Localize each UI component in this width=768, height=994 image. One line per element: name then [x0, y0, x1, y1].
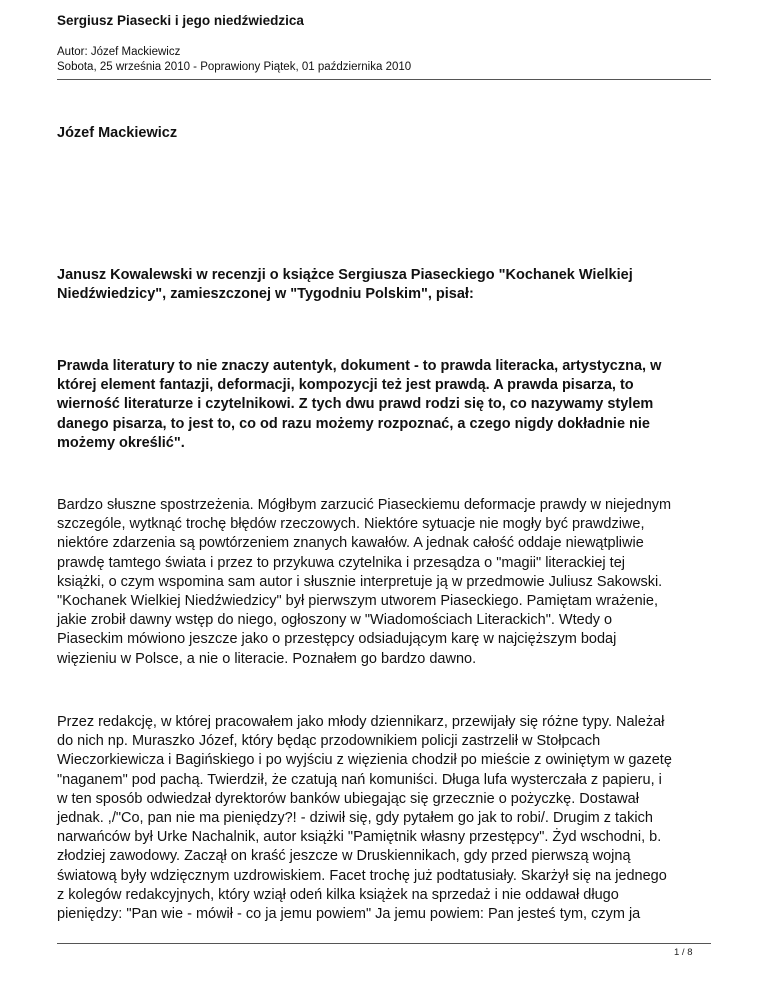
text-line: do nich np. Muraszko Józef, który będąc przodownikiem policji zastrzelił w Stołpcach: [57, 733, 601, 750]
text-line: której element fantazji, deformacji, kompozycji też jest prawdą. A prawda pisarza, to: [57, 377, 634, 394]
text-line: więzieniu w Polsce, a nie o literacie. Poznałem go bardzo dawno.: [57, 650, 477, 667]
text-line: Janusz Kowalewski w recenzji o książce Sergiusza Piaseckiego "Kochanek Wielkiej: [57, 267, 633, 283]
footer-divider: [57, 943, 711, 944]
text-line: z kolegów redakcyjnych, który wziął odeń kilka książek na sprzedaż i nie oddawał długo: [57, 886, 619, 903]
text-line: Bardzo słuszne spostrzeżenia. Mógłbym zarzucić Piaseckiemu deformacje prawdy w niejednym: [57, 497, 672, 513]
header-divider: [57, 79, 711, 80]
text-line: Wieczorkiewicza i Bagińskiego i po wyjściu z więzienia chodził po mieście z owiniętym w gazetę: [57, 752, 672, 769]
text-line: szczególe, wytknąć trochę błędów rzeczowych. Niektóre sytuacje nie mogły być prawdziwe,: [57, 516, 645, 533]
text-line: "naganem" pod pachą. Twierdził, że czatują nań komuniści. Długa lufa wysterczała z papieru, i: [57, 771, 662, 788]
text-line: narwańców był Urke Nachalnik, autor książki "Pamiętnik własny przestępcy". Żyd wschodni, b.: [57, 829, 662, 846]
text-line: światową były wdzięcznym uzdrowiskiem. Facet trochę już podtatusiały. Skarżył się na jednego: [57, 867, 667, 884]
text-line: jakie zrobił dawny wstęp do niego, ogłoszony w "Wiadomościach Literackich". Wtedy o: [57, 612, 613, 629]
text-line: niektóre zdarzenia są powtórzeniem znanych kawałów. A jednak całość oddaje niewątpliwie: [57, 535, 644, 552]
text-line: Piaseckim mówiono jeszcze jako o przestępcy odsiadującym karę w najcięższym bodaj: [57, 631, 617, 648]
page-number: 1 / 8: [674, 947, 693, 958]
intro-paragraph: [57, 266, 711, 304]
author-heading: Józef Mackiewicz: [57, 125, 178, 141]
text-line: Prawda literatury to nie znaczy autentyk, dokument - to prawda literacka, artystyczna, w: [57, 358, 662, 374]
document-meta: [57, 45, 411, 75]
text-line: "Kochanek Wielkiej Niedźwiedzicy" był pierwszym utworem Piaseckiego. Pamiętam wrażenie,: [57, 593, 658, 610]
text-line: Przez redakcję, w której pracowałem jako młody dziennikarz, przewijały się różne typy. Należał: [57, 714, 665, 730]
text-line: pieniędzy: "Pan wie - mówił - co ja jemu powiem" Ja jemu powiem: Pan jesteś tym, czym ja: [57, 906, 641, 923]
text-line: możemy określić".: [57, 434, 185, 451]
text-line: prawdę tamtego świata i przez to przykuwa czytelnika i przesądza o "magii" literackiej tej: [57, 554, 625, 571]
text-line: złodziej zawodowy. Zaczął on kraść jeszcze w Druskiennikach, gdy przed pierwszą wojną: [57, 848, 631, 865]
text-line: wierność literaturze i czytelnikowi. Z tych dwu prawd rodzi się to, co nazywamy stylem: [57, 396, 654, 413]
text-line: książki, o czym wspomina sam autor i słusznie interpretuje ją w przedmowie Juliusz Sakowski.: [57, 573, 663, 590]
text-line: jednak. ,/"Co, pan nie ma pieniędzy?! - dziwił się, gdy pytałem go jak to robi/. Drugim z takich: [57, 810, 653, 827]
author-line: Autor: Józef Mackiewicz: [57, 46, 181, 58]
document-title: Sergiusz Piasecki i jego niedźwiedzica: [57, 13, 304, 28]
quote-paragraph: [57, 357, 711, 453]
paragraph-1: [57, 496, 711, 669]
text-line: Niedźwiedzicy", zamieszczonej w "Tygodniu Polskim", pisał:: [57, 286, 474, 303]
text-line: w ten sposób odwiedzał dyrektorów banków ubiegając się grzecznie o pożyczkę. Dostawał: [57, 790, 639, 807]
paragraph-2: [57, 713, 711, 924]
text-line: danego pisarza, to jest to, co od razu możemy rozpoznać, a czego nigdy dokładnie nie: [57, 415, 650, 432]
date-line: Sobota, 25 września 2010 - Poprawiony Piątek, 01 października 2010: [57, 61, 412, 73]
